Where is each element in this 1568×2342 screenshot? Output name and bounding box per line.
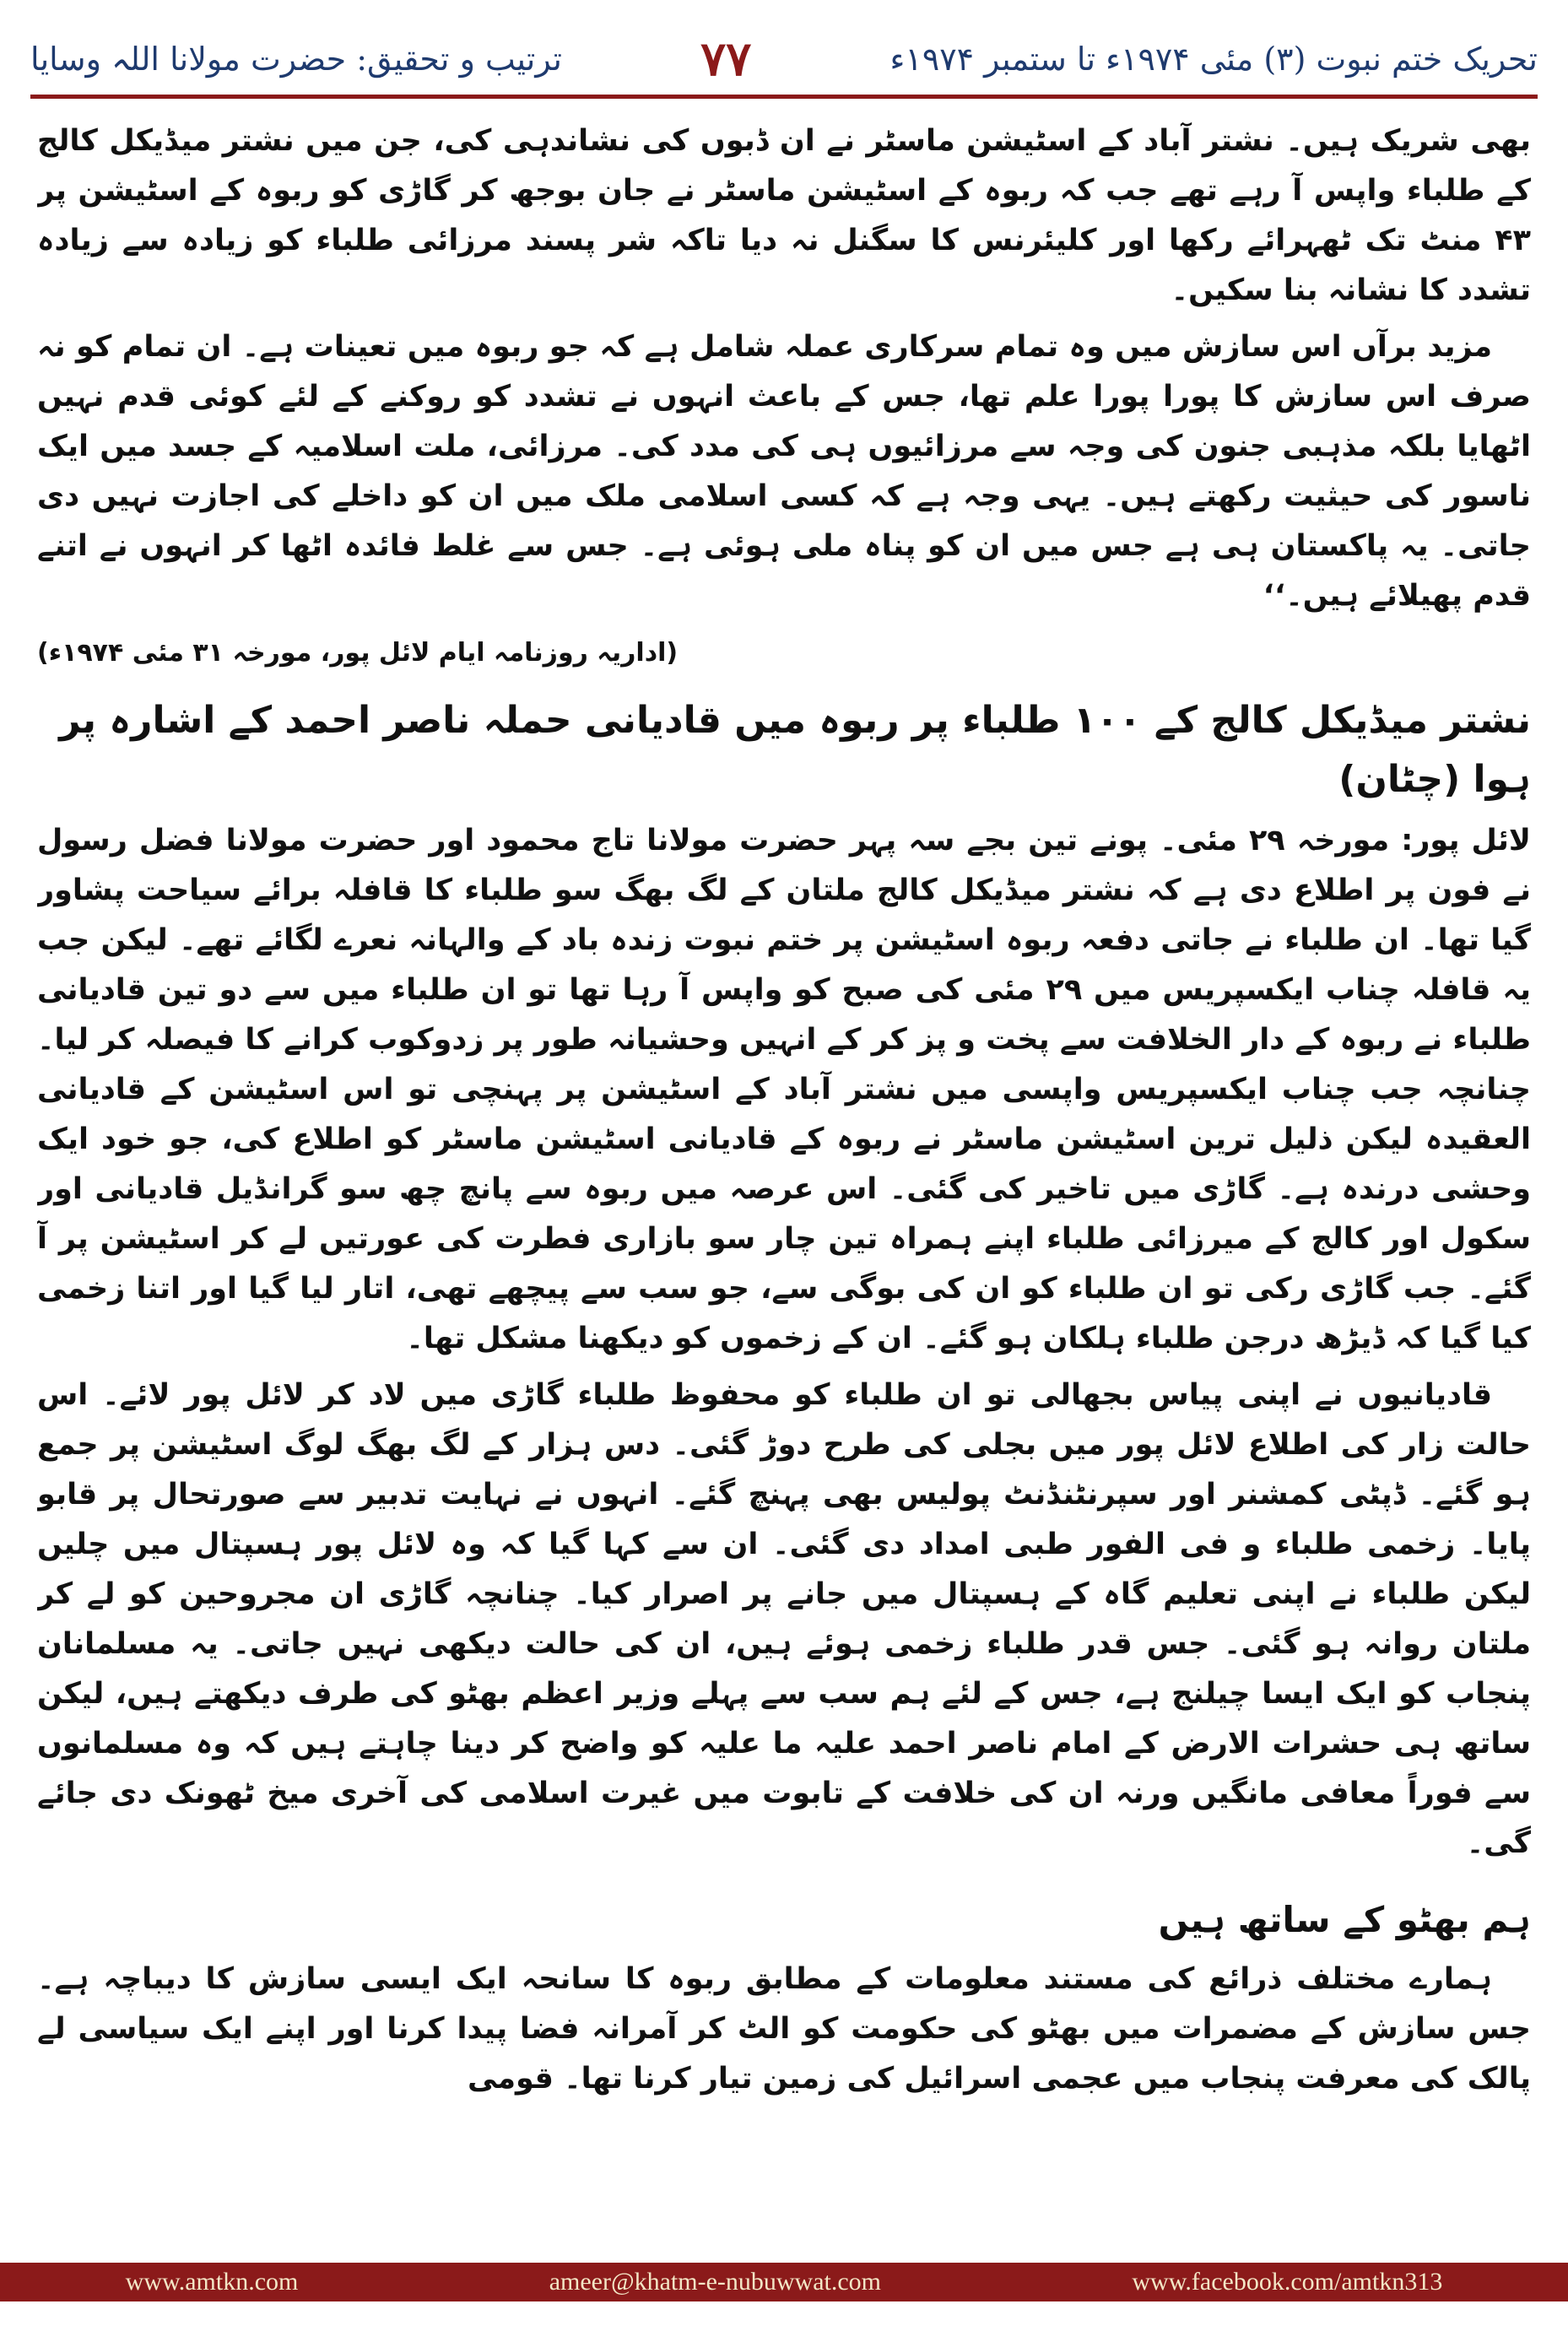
footer-website-link[interactable]: www.amtkn.com	[125, 2268, 299, 2296]
header-compiler: ترتیب و تحقیق: حضرت مولانا اللہ وسایا	[30, 41, 562, 78]
paragraph-2: مزید برآں اس سازش میں وہ تمام سرکاری عملہ شامل ہے کہ جو ربوہ میں تعینات ہے۔ ان تمام کو نہ صرف اس سازش کا پورا پورا علم تھا، جس کے باعث انہوں نے تشدد کو روکنے کے لئے کوئی قدم نہیں اٹھایا بلکہ مذہبی جنون کی وجہ سے مرزائیوں ہی کی مدد کی۔ مرزائی، ملت اسلامیہ کے جسد میں ایک ناسور کی حیثیت رکھتے ہیں۔ یہی وجہ ہے کہ کسی اسلامی ملک میں ان کو داخلے کی اجازت نہیں دی جاتی۔ یہ پاکستان ہی ہے جس میں ان کو پناہ ملی ہوئی ہے۔ جس سے غلط فائدہ اٹھا کر انہوں نے اتنے قدم پھیلائے ہیں۔‘‘	[37, 330, 1531, 613]
section-heading: نشتر میڈیکل کالج کے ۱۰۰ طلباء پر ربوہ میں قادیانی حملہ ناصر احمد کے اشارہ پر ہوا (چٹان)	[59, 699, 1531, 801]
paragraph-4: قادیانیوں نے اپنی پیاس بجھالی تو ان طلباء کو محفوظ طلباء گاڑی میں لاد کر لائل پور لائے۔ اس حالت زار کی اطلاع لائل پور میں بجلی کی طرح دوڑ گئی۔ دس ہزار کے لگ بھگ لوگ اسٹیشن پر جمع ہو گئے۔ ڈپٹی کمشنر اور سپرنٹنڈنٹ پولیس بھی پہنچ گئے۔ انہوں نے نہایت تدبیر سے صورتحال پر قابو پایا۔ زخمی طلباء و فی الفور طبی امداد دی گئی۔ ان سے کہا گیا کہ وہ لائل پور ہسپتال میں چلیں لیکن طلباء نے اپنی تعلیم گاہ کے ہسپتال میں جانے پر اصرار کیا۔ چنانچہ گاڑی ان مجروحین کو لے کر ملتان روانہ ہو گئی۔ جس قدر طلباء زخمی ہوئے ہیں، ان کی حالت دیکھی نہیں جاتی۔ یہ مسلمانان پنجاب کو ایک ایسا چیلنج ہے، جس کے لئے ہم سب سے پہلے وزیر اعظم بھٹو کی طرف دیکھتے ہیں، لیکن ساتھ ہی حشرات الارض کے امام ناصر احمد علیہ ما علیہ کو واضح کر دینا چاہتے ہیں کہ وہ مسلمانوں سے فوراً معافی مانگیں ورنہ ان کی خلافت کے تابوت میں غیرت اسلامی کی آخری میخ ٹھونک دی جائے گی۔	[37, 1378, 1531, 1860]
page-header	[30, 24, 1538, 99]
citation: (اداریہ روزنامہ ایام لائل پور، مورخہ ۳۱ مئی ۱۹۷۴ء)	[37, 638, 679, 668]
section-subheading: ہم بھٹو کے ساتھ ہیں	[1158, 1899, 1531, 1940]
paragraph-3: لائل پور: مورخہ ۲۹ مئی۔ پونے تین بجے سہ پہر حضرت مولانا تاج محمود اور حضرت مولانا فضل رسول نے فون پر اطلاع دی ہے کہ نشتر میڈیکل کالج ملتان کے لگ بھگ سو طلباء کا قافلہ برائے سیاحت پشاور گیا تھا۔ ان طلباء نے جاتی دفعہ ربوہ اسٹیشن پر ختم نبوت زندہ باد کے والہانہ نعرے لگائے تھے۔ لیکن جب یہ قافلہ چناب ایکسپریس میں ۲۹ مئی کی صبح کو واپس آ رہا تھا تو ان طلباء میں سے دو تین قادیانی طلباء نے ربوہ کے دار الخلافت سے پخت و پز کر کے انہیں وحشیانہ طور پر زدوکوب کرانے کا فیصلہ کر لیا۔ چنانچہ جب چناب ایکسپریس واپسی میں نشتر آباد کے اسٹیشن پر پہنچی تو اس اسٹیشن کے قادیانی العقیدہ لیکن ذلیل ترین اسٹیشن ماسٹر نے ربوہ کے قادیانی اسٹیشن ماسٹر کو اطلاع کی، جو خود ایک وحشی درندہ ہے۔ گاڑی میں تاخیر کی گئی۔ اس عرصہ میں ربوہ سے پانچ چھ سو گرانڈیل قادیانی اور سکول اور کالج کے میرزائی طلباء اپنے ہمراہ تین چار سو بازاری فطرت کی عورتیں لے کر اسٹیشن پر آ گئے۔ جب گاڑی رکی تو ان طلباء کو ان کی بوگی سے، جو سب سے پیچھے تھی، اتار لیا گیا اور اتنا زخمی کیا گیا کہ ڈیڑھ درجن طلباء ہلکان ہو گئے۔ ان کے زخموں کو دیکھنا مشکل تھا۔	[37, 824, 1531, 1355]
paragraph-5: ہمارے مختلف ذرائع کی مستند معلومات کے مطابق ربوہ کا سانحہ ایک ایسی سازش کا دیباچہ ہے۔ جس سازش کے مضمرات میں بھٹو کی حکومت کو الٹ کر آمرانہ فضا پیدا کرنا اور اپنے ایک سیاسی لے پالک کی معرفت پنجاب میں عجمی اسرائیل کی زمین تیار کرنا تھا۔ قومی	[37, 1962, 1531, 2096]
footer-facebook-link[interactable]: www.facebook.com/amtkn313	[1132, 2268, 1443, 2296]
page-body	[37, 116, 1531, 2226]
paragraph-1: بھی شریک ہیں۔ نشتر آباد کے اسٹیشن ماسٹر نے ان ڈبوں کی نشاندہی کی، جن میں نشتر میڈیکل کالج کے طلباء واپس آ رہے تھے جب کہ ربوہ کے اسٹیشن ماسٹر نے جان بوجھ کر گاڑی کو ربوہ کے اسٹیشن پر ۴۳ منٹ تک ٹھہرائے رکھا اور کلیئرنس کا سگنل نہ دیا تاکہ شر پسند مرزائی طلباء کو زیادہ سے زیادہ تشدد کا نشانہ بنا سکیں۔	[37, 124, 1531, 307]
footer-email-link[interactable]: ameer@khatm-e-nubuwwat.com	[549, 2268, 882, 2296]
page-number: ۷۷	[700, 31, 752, 87]
page-footer	[0, 2263, 1568, 2301]
header-book-title: تحریک ختم نبوت (۳) مئی ۱۹۷۴ء تا ستمبر ۱۹۷۴ء	[889, 41, 1538, 78]
